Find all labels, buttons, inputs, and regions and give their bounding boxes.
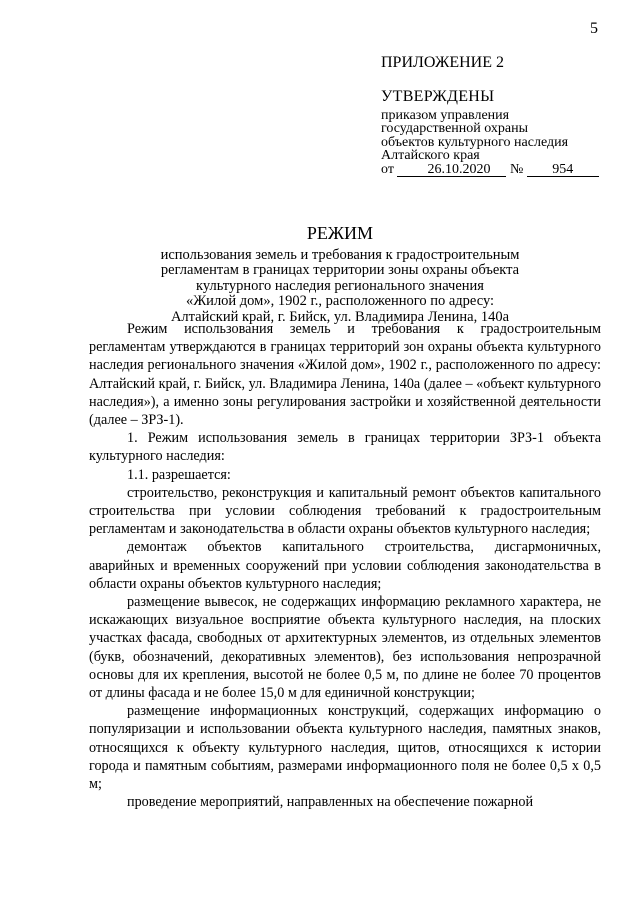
approval-line: объектов культурного наследия	[381, 134, 569, 150]
body-paragraph: размещение информационных конструкций, содержащих информацию о популяризации и использовании объекта культурного наследия, памятных знаков, относящихся к объекту культурного наследия, щитов, относящихся к истории города и памятным событиям, размерами информационного поля не более 0,5 х 0,5 м;	[89, 703, 601, 793]
document-body	[89, 320, 601, 811]
title-main: РЕЖИМ	[306, 223, 374, 243]
subsection-heading: 1.1. разрешается:	[127, 466, 231, 483]
body-paragraph: проведение мероприятий, направленных на обеспечение пожарной	[127, 794, 534, 811]
approval-number: 954	[527, 163, 599, 177]
approval-heading: УТВЕРЖДЕНЫ	[381, 88, 495, 105]
body-paragraph: размещение вывесок, не содержащих информацию рекламного характера, не искажающих визуальное восприятие объекта культурного наследия, на плоских участках фасада, свободных от архитектурных элементов, из отдельных элементов (букв, обозначений, декоративных элементов), без использования непрозрачной основы для их крепления, высотой не более 0,5 м, по длине не более 70 процентов от длины фасада и не более 15,0 м для единичной конструкции;	[89, 594, 601, 702]
subtitle-line: использования земель и требования к градостроительным	[160, 247, 520, 263]
approval-date: 26.10.2020	[397, 163, 506, 177]
appendix-label: ПРИЛОЖЕНИЕ 2	[381, 54, 505, 71]
page-number: 5	[590, 20, 598, 37]
body-paragraph: строительство, реконструкция и капитальный ремонт объектов капитального строительства при условии соблюдения требований к градостроительным регламентам и законодательства в области охраны объектов культурного наследия;	[89, 484, 601, 538]
subtitle-line: «Жилой дом», 1902 г., расположенного по адресу:	[185, 293, 495, 310]
approval-block	[381, 109, 599, 177]
subtitle-line: культурного наследия регионального значения	[196, 277, 484, 294]
number-sign: №	[509, 161, 524, 177]
body-paragraph: Режим использования земель и требования к градостроительным регламентам утверждаются в границах территорий зон охраны объекта культурного наследия регионального значения «Жилой дом», 1902 г., расположенного по адресу: Алтайский край, г. Бийск, ул. Владимира Ленина, 140а (далее – «объект культурного наследия»), а именно зоны регулирования застройки и хозяйственной деятельности (далее – ЗРЗ-1).	[89, 321, 601, 429]
document-title	[150, 223, 530, 325]
approval-line: приказом управления	[381, 108, 510, 123]
subtitle-line: Алтайский край, г. Бийск, ул. Владимира Ленина, 140а	[170, 308, 510, 325]
approval-date-line	[381, 163, 599, 177]
from-word: от	[381, 161, 394, 177]
subtitle-line: регламентам в границах территории зоны охраны объекта	[160, 262, 520, 279]
body-paragraph: демонтаж объектов капитального строительства, дисгармоничных, аварийных и временных сооружений при условии соблюдения законодательства в области охраны объектов культурного наследия;	[89, 539, 601, 592]
approval-line: государственной охраны	[381, 121, 529, 137]
section-heading: 1. Режим использования земель в границах территории ЗРЗ-1 объекта культурного наследия:	[89, 430, 601, 465]
title-subtitle	[150, 248, 530, 325]
approval-line: Алтайского края	[381, 148, 480, 164]
